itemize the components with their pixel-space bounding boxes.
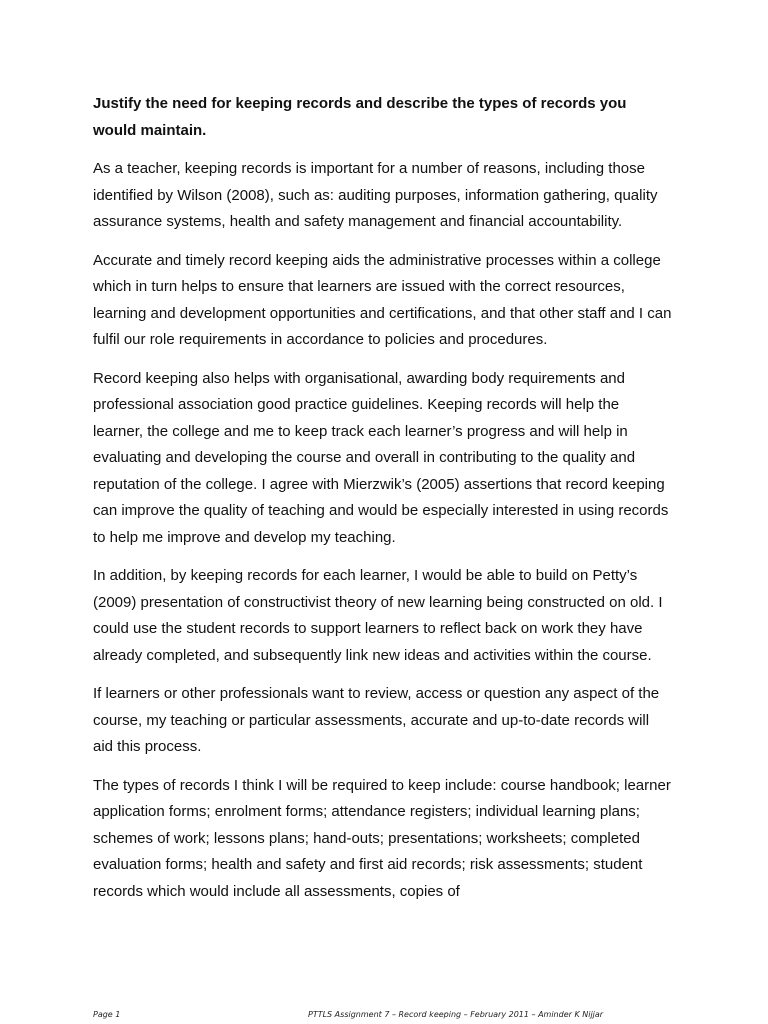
paragraph-reasons: As a teacher, keeping records is important for a number of reasons, including those identified by Wilson (2008), such as: auditing purposes, information gathering, quality assurance systems, health and safety management and financial accountability. (93, 160, 658, 230)
paragraph-record-types: The types of records I think I will be required to keep include: course handbook; learner application forms; enrolment forms; attendance registers; individual learning plans; schemes of work; lessons plans; hand-outs; presentations; worksheets; completed evaluation forms; health and safety and first aid records; risk assessments; student records which would include all assessments, copies of (93, 776, 671, 900)
footer-page-number: Page 1 (93, 1010, 121, 1019)
question-heading: Justify the need for keeping records and describe the types of records you would maintain. (93, 95, 627, 139)
paragraph-constructivist: In addition, by keeping records for each learner, I would be able to build on Petty’s (2009) presentation of constructivist theory of new learning being constructed on old. I could use the student records to support learners to reflect back on work they have already completed, and subsequently link new ideas and activities within the course. (93, 567, 663, 664)
paragraph-organisational: Record keeping also helps with organisational, awarding body requirements and professional association good practice guidelines. Keeping records will help the learner, the college and me to keep track each learner’s progress and will help in evaluating and developing the course and overall in contributing to the quality and reputation of the college. I agree with Mierzwik’s (2005) assertions that record keeping can improve the quality of teaching and would be especially interested in using records to help me improve and develop my teaching. (93, 369, 669, 546)
footer-document-title: PTTLS Assignment 7 – Record keeping – February 2011 – Aminder K Nijjar (308, 1010, 604, 1019)
document-body (93, 91, 673, 905)
paragraph-administration: Accurate and timely record keeping aids the administrative processes within a college which in turn helps to ensure that learners are issued with the correct resources, learning and development opportunities and certifications, and that other staff and I can fulfil our role requirements in accordance to policies and procedures. (93, 251, 672, 348)
paragraph-review: If learners or other professionals want to review, access or question any aspect of the course, my teaching or particular assessments, accurate and up-to-date records will aid this process. (93, 685, 660, 755)
